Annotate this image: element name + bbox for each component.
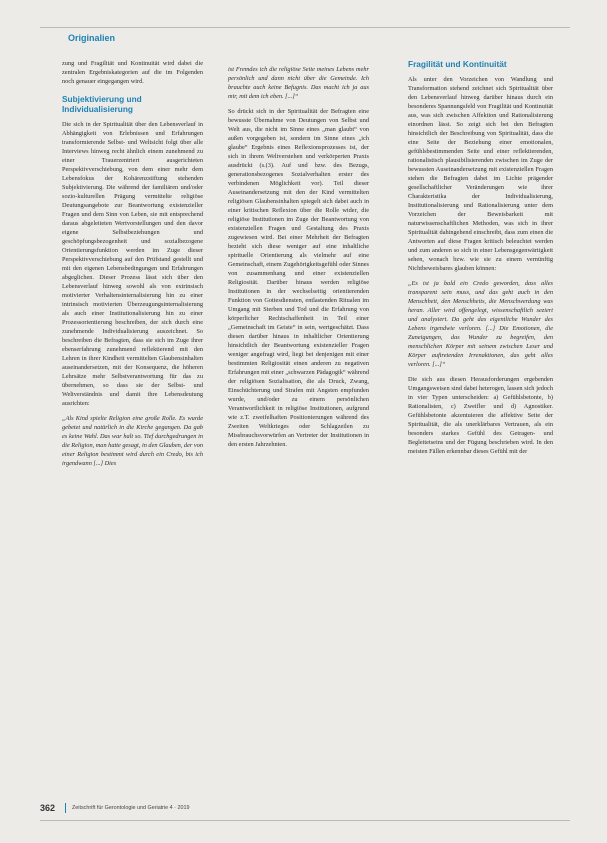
- paragraph: Die sich in der Spiritualität über den Lebensverlauf in Abhängigkeit von Erlebnissen und Erfahrungen transformierende Selbst- und Weltsicht folgt über alle Interviews hinweg recht ähnlich einem zunehmend zu einer Trauerzentriert ausgerichteten Perspektivverschiebung, von dem einer mehr dem Lebensfokus der Kohärenzstiftung stehenden Subjektivierung. Die während der familiären und/oder sozio-kulturellen Prägung vermittelte religiöse Deutungsangebote zur Beantwortung existenzieller Fragen und dem Sinn von Leben, sie mit entsprechend daraus abgeleiteten Wertvorstellungen und den davor eigene Selbstbeziehungen und geschöpfungsbezogenheit und sozialbezogene Orientierungsfunktion werden im Zuge dieser Perspektivverschiebung auf den Prüfstand gestellt und mit den eigenen Lebensbedingungen und Erfahrungen abgeglichen. Dieser Prozess lässt sich über den Lebensverlauf hinweg sowohl als von extrinsisch motivierter Verhaltensinternalisierung hin zu einer intrinsisch motivierten Überzeugungsinternalisierung als auch einer Institutionalisierung hin zu einer Prozessorientierung beschreiben, der sich durch eine zunehmende Individualisierung auszeichnet. So beschreiben die Befragten, dass sie sich im Zuge ihrer ebenserfahrung zunehmend reflektierend mit den Lehren in ihrer Kindheit vermittelten Glaubensinhalten auseinandersetzen, mit der Konsequenz, die höheren Lehrsätze mehr Selbstverantwortung für das zu übernehmen, so dass sie der Selbst- und Weltverständnis und damit ihre Lebensdeutung ausrichten:: [62, 121, 203, 407]
- paragraph: Als unter den Vorzeichen von Wandlung und Transformation stehend zeichnet sich Spiritualität über den Lebensverlauf hinweg darüber hinaus durch ein besonderes Spannungsfeld von Fragilität und Kontinuität aus, was sich zwischen Affektion und Rationalisierung einordnen lässt. So zeigt sich bei den Befragten hinsichtlich der Beschreibung von Spiritualität, dass die eine Seite der Beziehung einer emotionalen, gefühlsbestimmenden Seite und einer reflektierenden, rationalistisch plausibilisierenden zwischen im Zuge der bewussten Auseinandersetzung mit existenziellen Fragen stehen die Befragten dabei im Lichte prägender gesellschaftlicher Veränderungen wie ihrer Charakteristika der Individualisierung, Institutionalisierung und Rationalisierung unter dem Vorzeichen der Beweisbarkeit mit naturwissenschaftlichen Methoden, was sich in ihrer Spiritualität dahingehend einschreibt, dass zum einen die Antworten auf diese Fragen kritisch beleuchtet werden und zum anderen so sich in einer Lebensgegenwärtigkeit sehen, wonach bzw. wie sie zu einem vernünftig Nichtbeweisbares glauben können:: [408, 76, 553, 272]
- header-rule: [40, 27, 570, 28]
- journal-citation: Zeitschrift für Gerontologie und Geriatrie 4 · 2019: [72, 805, 190, 811]
- column-1: [62, 59, 203, 468]
- section-heading: Fragilität und Kontinuität: [408, 59, 507, 69]
- quote: „Als Kind spielte Religion eine große Rolle. Es wurde gebetet und natürlich in die Kirche gegangen. Da gab es keine Wahl. Das war halt so. Tief durchgedrungen in die Religion, man hatte gesagt, in den Glauben, der von einer Religion bestimmt wird durch ein Credo, bis ich irgendwann [...] Dies: [62, 415, 203, 467]
- footer-rule: [40, 820, 570, 821]
- page-number: 362: [40, 803, 56, 813]
- section-label: Originalien: [68, 33, 116, 43]
- paragraph: So drückt sich in der Spiritualität der Befragten eine bewusste Übernahme von Deutungen von Selbst und Welt aus, die nicht im Sinne eines „man glaubt“ von außen vorgegeben ist, sondern im Sinne eines „ich glaube“ Ergebnis eines Reflexionsprozesses ist, der sich in ihrem Weltverstehen und verkörperten Praxis ausdrückt (s.(3). Auf und bzw. des Bezugs, generationsbezogenes Sozialverhalten erster des verbindenen Möglichkeit vor). Teil dieser Auseinandersetzung mit den der Kind vermittelten religiösen Glaubensinhalten spiegelt sich dabei auch in einer kritischen Reflexion über die Rolle wider, die religiöse Institutionen im Zuge der Beantwortung von existenziellen Fragen und Gestaltung des Praxis zugewiesen wird. Bei einer Mehrheit der Befragten bezieht sich diese weniger auf eine inhaltliche spirituelle Orientierung als vielmehr auf eine Gemeinschaft, einem Zugehörigkeitsgefühl oder Sinnes von zusammenhang und einer existenziellen Religiosität. Darüber hinaus werden religiöse Institutionen in der wechselseitig orientierenden Funktion von Gottesdiensten, entlastenden Ritualen im Umgang mit Sterben und Tod und die Erfahrung von körperlicher Rechtschaffenheit in Teil einer „Gemeinschaft im Geiste“ in sein, wertgeschätzt. Dass diesen darüber hinaus in inhaltlicher Orientierung hinsichtlich der Beantwortung existenzieller Fragen weniger angefragt wird, liegt bei denjenigen mit einer bestimmten Religiosität einen anderen zu negativen Erfahrungen mit einer „schwarzen Pädagogik“ während der religiösen Sozialisation, die als Druck, Zwang, Einschüchterung und Strafen mit Angsten empfunden wurde, und/oder zu einem persönlichen Verantwortlichkeit in religiöse Institutionen, aufgrund wie z.T. zweifelhaften Positionierungen während des Zweiten Weltkrieges oder Schlagzeilen zu Missbrauchsvorwürfen an Vertreter der Institutionen in den ersten Jahrzehnten.: [228, 108, 369, 448]
- column-3: [408, 59, 553, 456]
- footer-divider: [65, 803, 66, 813]
- paragraph: Die sich aus diesen Herausforderungen ergebenden Umgangsweisen sind dabei heterogen, lassen sich jedoch in vier Typen unterscheiden: a) Gefühlsbetonte, b) Rationalisten, c) Zweifler und d) Agnostiker. Gefühlsbetonte akzentuieren die affektive Seite der Spiritualität, die als unerklärbares Vertrauen, als ein besonders starkes Gefühl des Getragen- und Begleitetseins und der Fügung beschrieben wird. In den meisten Fällen erkennbar dieses Gefühl mit der: [408, 376, 553, 455]
- paragraph: zung und Fragilität und Kontinuität wird dabei die zentralen Ergebniskategorien auf die im Folgenden noch genauer eingegangen wird.: [62, 60, 203, 85]
- quote: ist Fremdes ich die religiöse Seite meines Lebens mehr persönlich und dann nicht über die Gemeinde. Ich brauchte auch keine Befugnis. Das macht ich ja aus mir, mit dem ich eben. [...]“: [228, 66, 369, 100]
- section-heading: Subjektivierung und Individualisierung: [62, 94, 142, 114]
- quote: „Es ist ja bald ein Credo geworden, dass alles transparent sein muss, und das geht auch in den Menschheit, den Menschheits, die Menschwerdung was heran. Aller wird offengelegt, wissenschaftlich seziert und analysiert. Da geht das eigentliche Wunder des Lebens irgendwie verloren. [...] Die Emotionen, die Zuneigungen, das Wunder zu begreifen, den menschlichen Körper mit seinem zwischen Leser und Körper auftretenden Irrenaktionen, das geht alles verloren. [...]“: [408, 280, 553, 368]
- column-2: [228, 59, 369, 449]
